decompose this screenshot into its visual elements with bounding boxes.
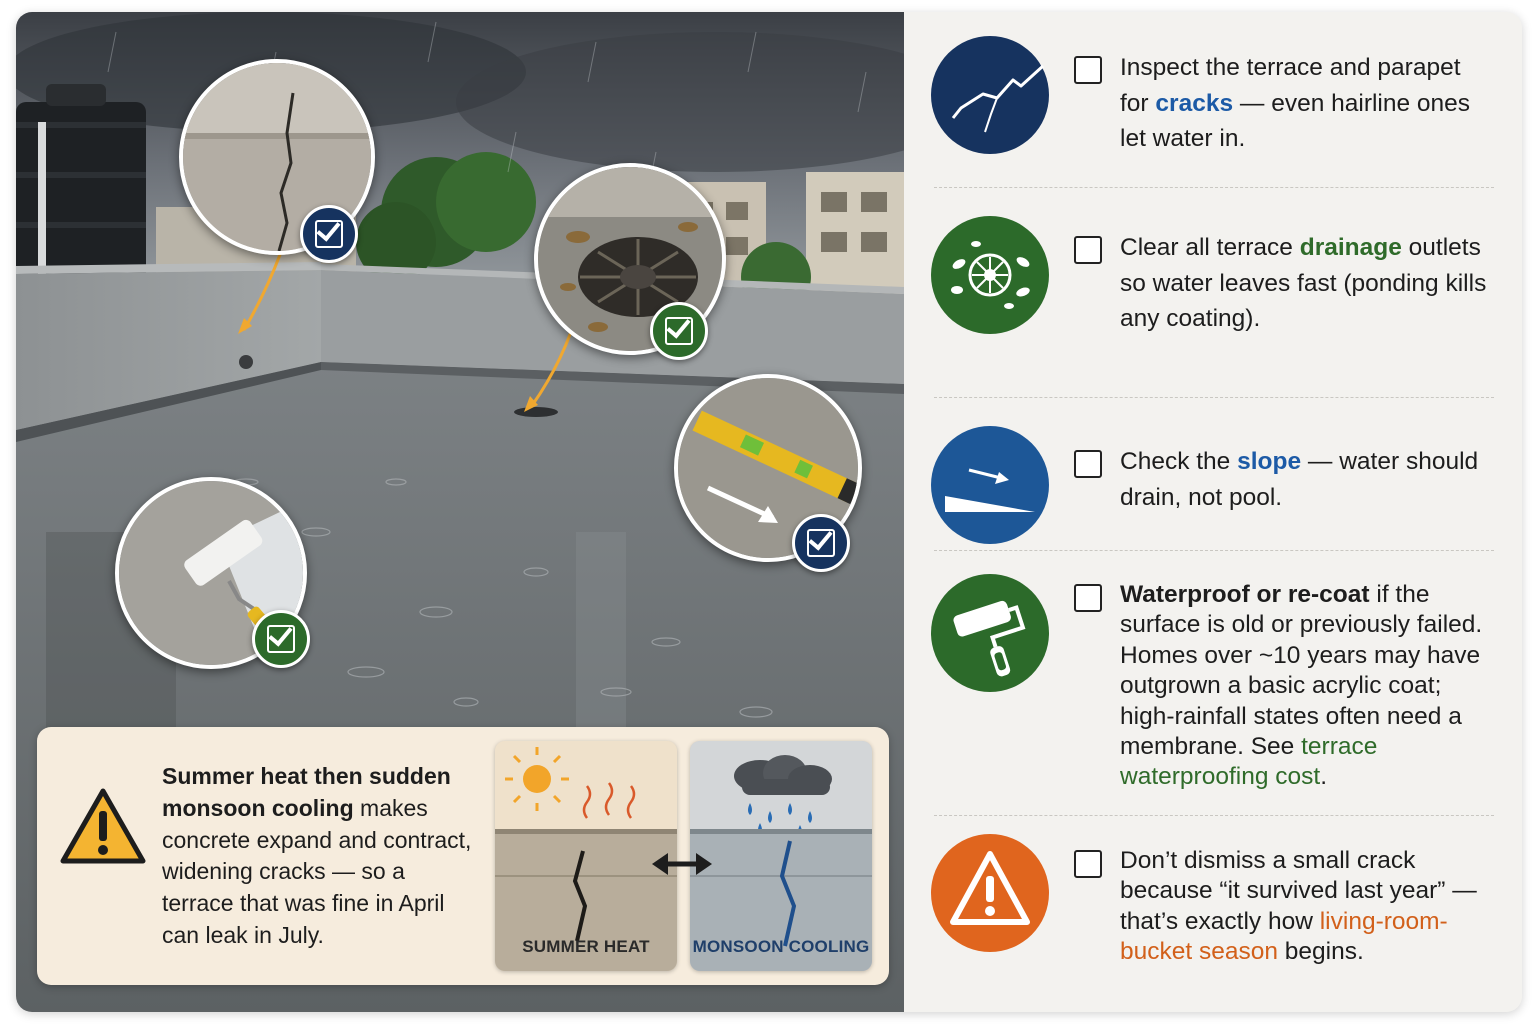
check-badge-crack (300, 205, 358, 263)
checkbox-waterproof[interactable] (1074, 584, 1102, 612)
item-text-after: outlets so water leaves fast (ponding kills any coating). (1120, 234, 1487, 332)
item-text-before: Check the (1120, 448, 1238, 475)
note-text (162, 761, 482, 952)
item-text-before: if the surface is old or previously failed. Homes over ~10 years may have outgrown a basic acrylic coat; high-rainfall states often need a membrane. See (1120, 581, 1483, 761)
item-text-before: Clear all terrace (1120, 234, 1300, 261)
link-living-room-bucket-season[interactable]: living-room-bucket season (1120, 907, 1448, 966)
divider (934, 397, 1494, 398)
terrace-photo (16, 12, 904, 1012)
crack-icon (931, 36, 1049, 154)
divider (934, 187, 1494, 188)
highlight-drainage: drainage (1299, 234, 1402, 261)
summer-heat-panel (495, 741, 677, 971)
item-text-before: Inspect the terrace and parapet for (1120, 54, 1461, 117)
item-text-waterproof (1120, 580, 1492, 793)
thermal-stress-note (37, 727, 889, 985)
item-text-slope (1120, 444, 1492, 515)
item-text-drainage (1120, 230, 1492, 337)
item-text-before: Don’t dismiss a small crack because “it survived last year” — that’s exactly how (1120, 847, 1477, 935)
item-text-cracks (1120, 50, 1492, 157)
note-rest-text: makes concrete expand and contract, widening cracks — so a terrace that was fine in April can leak in July. (162, 794, 472, 948)
item-text-after: begins. (1278, 938, 1364, 966)
highlight-slope: slope (1237, 448, 1302, 475)
check-badge-waterproof (252, 610, 310, 668)
divider (934, 550, 1494, 551)
infographic-card (16, 12, 1522, 1012)
checkbox-slope[interactable] (1074, 450, 1102, 478)
checkbox-drainage[interactable] (1074, 236, 1102, 264)
highlight-cracks: cracks (1155, 89, 1234, 117)
checklist-panel (904, 12, 1522, 1012)
double-arrow-icon (652, 849, 712, 879)
checkbox-cracks[interactable] (1074, 56, 1102, 84)
monsoon-cooling-label: MONSOON COOLING (692, 937, 870, 956)
drain-icon (931, 216, 1049, 334)
item-bold-text: Waterproof or re-coat (1120, 581, 1370, 608)
item-text-after: — even hairline ones let water in. (1120, 89, 1471, 152)
link-terrace-waterproofing-cost[interactable]: terrace waterproofing cost (1120, 733, 1378, 791)
warning-icon (931, 834, 1049, 952)
slope-icon (931, 426, 1049, 544)
warning-triangle-icon (59, 787, 147, 867)
paint-roller-icon (931, 574, 1049, 692)
divider (934, 815, 1494, 816)
monsoon-cooling-panel (690, 741, 872, 971)
check-badge-drain (650, 302, 708, 360)
check-badge-slope (792, 514, 850, 572)
checkbox-small-crack[interactable] (1074, 850, 1102, 878)
item-text-after: . (1320, 763, 1327, 791)
note-bold-text: Summer heat then sudden monsoon cooling (162, 763, 451, 821)
item-text-small-crack (1120, 846, 1492, 968)
item-text-after: — water should drain, not pool. (1120, 448, 1479, 511)
summer-heat-label: SUMMER HEAT (522, 937, 650, 956)
